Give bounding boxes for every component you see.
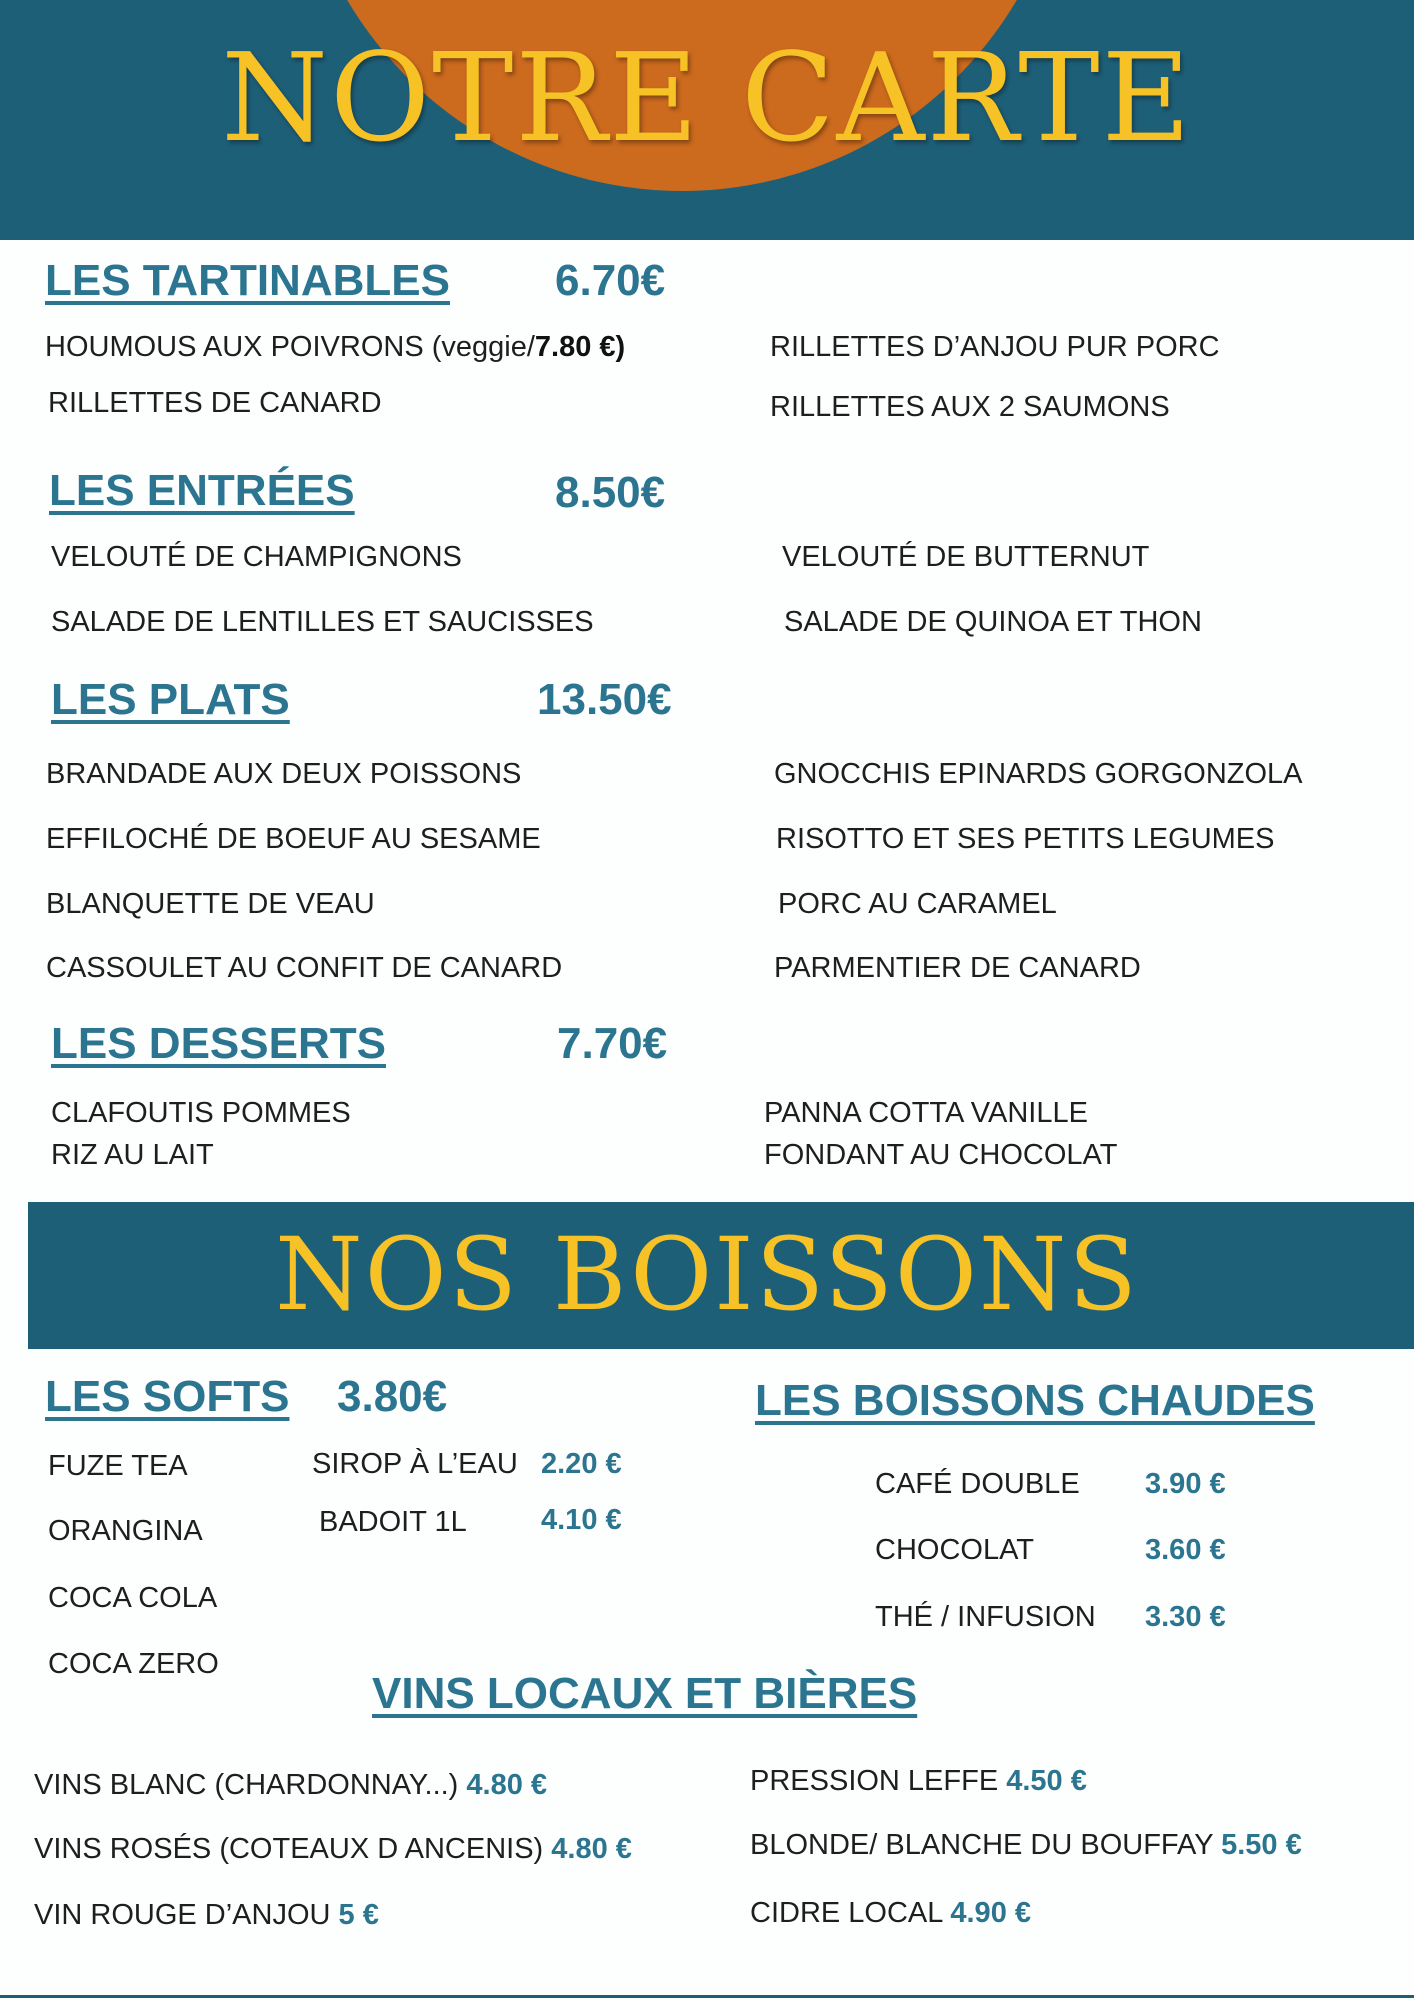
drink-item: SIROP À L’EAU <box>312 1448 518 1480</box>
menu-item: SALADE DE LENTILLES ET SAUCISSES <box>51 606 594 638</box>
section-price-softs: 3.80€ <box>337 1372 448 1421</box>
menu-item: BLANQUETTE DE VEAU <box>46 888 375 920</box>
menu-item: VELOUTÉ DE CHAMPIGNONS <box>51 541 462 573</box>
drink-item: BADOIT 1L <box>319 1506 467 1538</box>
section-price-tartinables: 6.70€ <box>555 256 666 305</box>
drink-item: COCA COLA <box>48 1582 218 1614</box>
menu-item: VELOUTÉ DE BUTTERNUT <box>782 541 1150 573</box>
section-price-entrees: 8.50€ <box>555 468 666 517</box>
menu-item: FONDANT AU CHOCOLAT <box>764 1139 1118 1171</box>
drink-item: BLONDE/ BLANCHE DU BOUFFAY 5.50 € <box>750 1829 1302 1861</box>
section-title-softs: LES SOFTS <box>45 1372 290 1421</box>
drink-item: COCA ZERO <box>48 1648 219 1680</box>
drink-item: CHOCOLAT <box>875 1534 1034 1566</box>
drink-item: CIDRE LOCAL 4.90 € <box>750 1897 1032 1929</box>
section-title-boissons-chaudes: LES BOISSONS CHAUDES <box>755 1376 1315 1425</box>
section-title-plats: LES PLATS <box>51 675 290 724</box>
menu-item: RISOTTO ET SES PETITS LEGUMES <box>776 823 1275 855</box>
bottom-divider <box>0 1995 1414 1998</box>
section-title-vins: VINS LOCAUX ET BIÈRES <box>372 1669 918 1718</box>
menu-item: CASSOULET AU CONFIT DE CANARD <box>46 952 563 984</box>
drink-price: 3.60 € <box>1145 1534 1226 1566</box>
drink-item: VINS ROSÉS (COTEAUX D ANCENIS) 4.80 € <box>34 1833 632 1865</box>
menu-item: RIZ AU LAIT <box>51 1139 214 1171</box>
drink-price: 4.10 € <box>541 1504 622 1536</box>
menu-item: PARMENTIER DE CANARD <box>774 952 1141 984</box>
drink-item: CAFÉ DOUBLE <box>875 1468 1080 1500</box>
drink-price: 3.90 € <box>1145 1468 1226 1500</box>
menu-item: SALADE DE QUINOA ET THON <box>784 606 1202 638</box>
menu-item: RILLETTES AUX 2 SAUMONS <box>770 391 1170 423</box>
menu-item: CLAFOUTIS POMMES <box>51 1097 351 1129</box>
menu-item: RILLETTES DE CANARD <box>48 387 382 419</box>
drink-item: VIN ROUGE D’ANJOU 5 € <box>34 1899 379 1931</box>
drink-item: PRESSION LEFFE 4.50 € <box>750 1765 1087 1797</box>
drink-item: ORANGINA <box>48 1515 203 1547</box>
menu-item: BRANDADE AUX DEUX POISSONS <box>46 758 522 790</box>
drink-item: FUZE TEA <box>48 1450 188 1482</box>
drink-item: VINS BLANC (CHARDONNAY...) 4.80 € <box>34 1769 548 1801</box>
menu-item: RILLETTES D’ANJOU PUR PORC <box>770 331 1220 363</box>
page-title: NOTRE CARTE <box>221 27 1193 169</box>
drink-price: 3.30 € <box>1145 1601 1226 1633</box>
menu-item: PANNA COTTA VANILLE <box>764 1097 1088 1129</box>
menu-item: EFFILOCHÉ DE BOEUF AU SESAME <box>46 823 541 855</box>
section-title-entrees: LES ENTRÉES <box>49 466 355 515</box>
menu-item: PORC AU CARAMEL <box>778 888 1057 920</box>
section-title-tartinables: LES TARTINABLES <box>45 256 450 305</box>
drink-item: THÉ / INFUSION <box>875 1601 1096 1633</box>
drink-price: 2.20 € <box>541 1448 622 1480</box>
section-price-desserts: 7.70€ <box>557 1019 668 1068</box>
section-title-desserts: LES DESSERTS <box>51 1019 386 1068</box>
drinks-title: NOS BOISSONS <box>275 1216 1139 1333</box>
menu-item: GNOCCHIS EPINARDS GORGONZOLA <box>774 758 1303 790</box>
section-price-plats: 13.50€ <box>537 675 672 724</box>
menu-item: HOUMOUS AUX POIVRONS (veggie/7.80 €) <box>45 331 626 363</box>
